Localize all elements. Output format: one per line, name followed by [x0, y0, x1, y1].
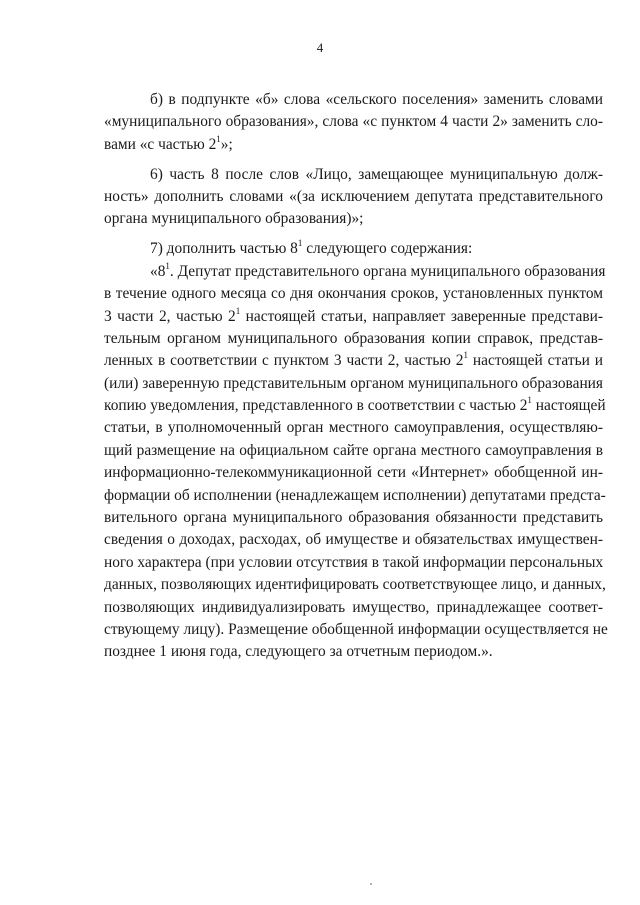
text-line: позволяющих индивидуализировать имущество, принадлежащее соответ-: [104, 598, 603, 616]
text-line: ленных в соответствии с пунктом 3 части 2, частью $2^1$ настоящей статьи и: [104, 350, 604, 370]
text-line: «$8^1$. Депутат представительного органа муниципального образования: [150, 260, 606, 280]
text-line: в течение одного месяца со дня окончания сроков, установленных пунктом: [104, 285, 603, 303]
text-line: сведения о доходах, расходах, об имуществе и обязательствах имуществен-: [104, 531, 603, 549]
text-line: данных, позволяющих идентифицировать соответствующее лицо, и данных,: [104, 576, 606, 594]
text-line: ность» дополнить словами «(за исключением депутата представительного: [104, 188, 603, 206]
superscript: 1: [463, 350, 468, 361]
text-line: 3 части 2, частью $2^1$ настоящей статьи, направляет заверенные представи-: [104, 305, 603, 325]
text-line: позднее 1 июня года, следующего за отчетным периодом.».: [104, 643, 493, 661]
superscript: 1: [235, 305, 241, 316]
superscript: 1: [216, 133, 221, 144]
text-line: 6) часть 8 после слов «Лицо, замещающее муниципальную долж-: [150, 165, 603, 183]
text-line: (или) заверенную представительным органом муниципального образования: [104, 374, 603, 392]
document-body: [104, 89, 608, 664]
scan-speck: [370, 883, 372, 885]
text-line: «муниципального образования», слова «с пунктом 4 части 2» заменить сло-: [104, 113, 603, 131]
text-line: вительного органа муниципального образования обязанности представить: [104, 509, 603, 527]
superscript: 1: [527, 395, 532, 406]
page-number: 4: [316, 40, 324, 55]
text-line: 7) дополнить частью $8^1$ следующего содержания:: [150, 238, 473, 258]
text-line: ного характера (при условии отсутствия в такой информации персональных: [104, 553, 604, 571]
text-line: тельным органом муниципального образования копии справок, представ-: [104, 329, 603, 347]
text-line: вами «с частью $2^1$»;: [104, 133, 233, 153]
text-line: щий размещение на официальном сайте органа местного самоуправления в: [104, 441, 603, 459]
text-line: ствующему лицу). Размещение обобщенной информации осуществляется не: [104, 620, 608, 638]
superscript: 1: [165, 260, 170, 271]
text-line: б) в подпункте «б» слова «сельского поселения» заменить словами: [150, 91, 603, 108]
superscript: 1: [297, 238, 303, 249]
text-line: статьи, в уполномоченный орган местного самоуправления, осуществляю-: [104, 419, 603, 437]
text-line: информационно-телекоммуникационной сети «Интернет» обобщенной ин-: [104, 464, 603, 482]
text-line: органа муниципального образования)»;: [104, 210, 364, 228]
text-line: копию уведомления, представленного в соответствии с частью $2^1$ настоящей: [104, 395, 606, 415]
text-line: формации об исполнении (ненадлежащем исполнении) депутатами предста-: [104, 486, 606, 504]
